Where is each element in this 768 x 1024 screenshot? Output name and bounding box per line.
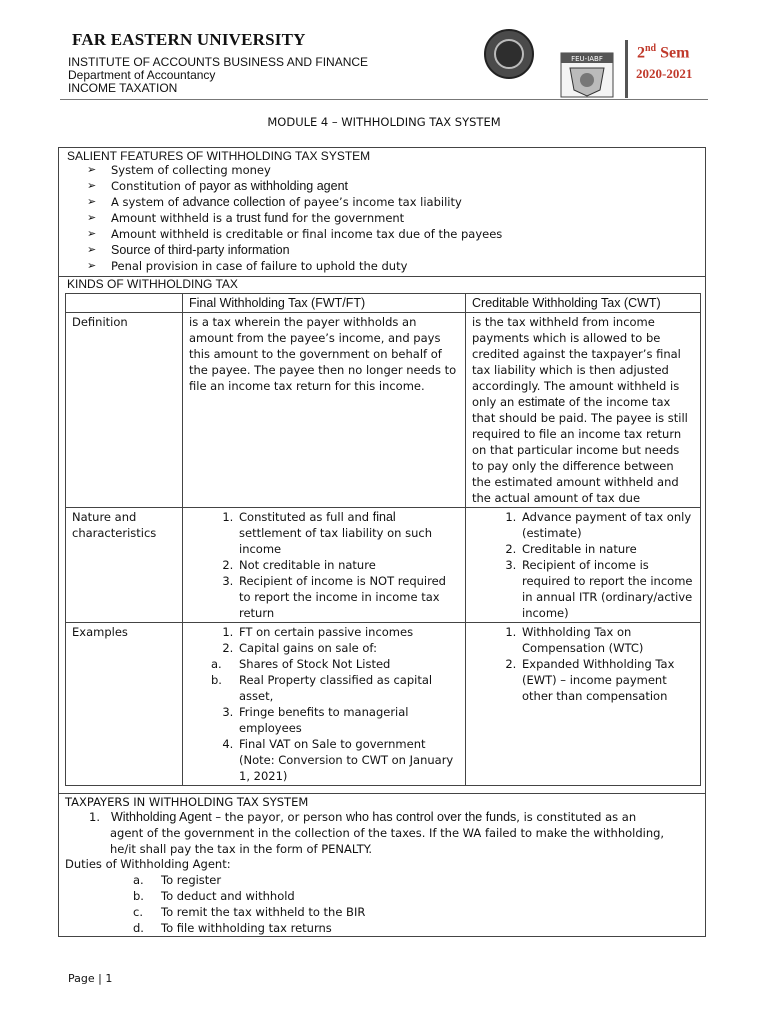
list-item: 1. Advance payment of tax only (estimate) [520, 509, 694, 541]
table-row-examples [66, 623, 701, 786]
taxpayers-section [58, 793, 706, 937]
list-item: 1. FT on certain passive incomes [237, 624, 459, 640]
list-item: ➢ Penal provision in case of failure to uphold the duty [87, 259, 408, 273]
university-name: FAR EASTERN UNIVERSITY [72, 30, 306, 49]
list-item: 2. Creditable in nature [520, 541, 694, 557]
list-item: b. To deduct and withhold [133, 889, 295, 903]
arrow-bullet-icon: ➢ [87, 195, 97, 208]
taxpayers-title: TAXPAYERS IN WITHHOLDING TAX SYSTEM [65, 795, 309, 809]
examples-fwt [183, 623, 466, 786]
list-item: a. To register [133, 873, 222, 887]
crest-label: FEU-IABF [571, 55, 603, 63]
list-item: 3. Recipient of income is NOT required to report the income in income tax return [237, 573, 459, 621]
list-item: 2. Expanded Withholding Tax (EWT) – income payment other than compensation [520, 656, 694, 704]
salient-features-title: SALIENT FEATURES OF WITHHOLDING TAX SYSTEM [67, 149, 371, 163]
arrow-bullet-icon: ➢ [87, 259, 97, 272]
list-item: a. Shares of Stock Not Listed [211, 657, 391, 671]
definition-fwt: is a tax wherein the payer withholds an amount from the payee’s income, and pays this amount to the government on behalf of the payee. The payee then no longer needs to file an income tax return for this income. [183, 313, 466, 508]
table-header-row [66, 294, 701, 313]
header-rule [60, 99, 708, 100]
list-item: 3. Fringe benefits to managerial employees [237, 704, 459, 736]
course-name: INCOME TAXATION [68, 81, 178, 95]
list-item: 2. Capital gains on sale of: [237, 640, 459, 656]
withholding-agent-line-2: agent of the government in the collection of the taxes. If the WA failed to make the withholding, [110, 826, 665, 840]
kinds-title: KINDS OF WITHHOLDING TAX [67, 277, 238, 291]
header-fwt: Final Withholding Tax (FWT/FT) [183, 294, 466, 313]
definition-cwt: is the tax withheld from income payments which is allowed to be credited against the taxpayer’s final tax liability which is then adjusted accordingly. The amount withheld is only an estimate of the income tax that should be paid. The payee is still required to file an income tax return on that particular income but needs to pay only the difference between the estimated amount withheld and the actual amount of tax due [466, 313, 701, 508]
duties-title: Duties of Withholding Agent: [65, 857, 231, 871]
kinds-table [65, 293, 701, 786]
withholding-agent-line: 1. Withholding Agent – the payor, or person who has control over the funds, is constituted as an [89, 810, 637, 824]
table-row-definition [66, 313, 701, 508]
arrow-bullet-icon: ➢ [87, 179, 97, 192]
list-item: b. Real Property classified as capital asset, [211, 673, 433, 703]
row-label-nature: Nature and characteristics [66, 508, 183, 623]
arrow-bullet-icon: ➢ [87, 243, 97, 256]
list-item: 1. Constituted as full and final settlement of tax liability on such income [237, 509, 459, 557]
page-number: Page | 1 [68, 972, 113, 985]
list-item: ➢ Constitution of payor as withholding agent [87, 179, 348, 193]
list-item: 2. Not creditable in nature [237, 557, 459, 573]
list-item: 1. Withholding Tax on Compensation (WTC) [520, 624, 694, 656]
department-name: Department of Accountancy [68, 68, 216, 82]
salient-features-list [87, 162, 502, 274]
arrow-bullet-icon: ➢ [87, 211, 97, 224]
row-label-definition: Definition [66, 313, 183, 508]
list-item: ➢ Source of third-party information [87, 243, 290, 257]
semester-label: 2nd Sem [637, 43, 690, 62]
duties-list [133, 872, 365, 936]
table-row-nature [66, 508, 701, 623]
header-cwt: Creditable Withholding Tax (CWT) [466, 294, 701, 313]
list-item: ➢ A system of advance collection of payee’s income tax liability [87, 195, 462, 209]
list-item: c. To remit the tax withheld to the BIR [133, 905, 366, 919]
feu-iabf-crest-logo [560, 52, 614, 98]
nature-cwt [466, 508, 701, 623]
list-item: ➢ System of collecting money [87, 163, 271, 177]
row-label-examples: Examples [66, 623, 183, 786]
list-item: ➢ Amount withheld is creditable or final income tax due of the payees [87, 227, 503, 241]
list-item: 3. Recipient of income is required to report the income in annual ITR (ordinary/active income) [520, 557, 694, 621]
list-item: d. To file withholding tax returns [133, 921, 332, 935]
examples-cwt [466, 623, 701, 786]
kinds-section [58, 276, 706, 794]
header-empty-cell [66, 294, 183, 313]
school-year: 2020-2021 [636, 66, 693, 81]
header-divider [625, 40, 628, 98]
module-title: MODULE 4 – WITHHOLDING TAX SYSTEM [267, 115, 501, 129]
nature-fwt [183, 508, 466, 623]
arrow-bullet-icon: ➢ [87, 227, 97, 240]
list-item: 4. Final VAT on Sale to government (Note: Conversion to CWT on January 1, 2021) [237, 736, 459, 784]
list-item: ➢ Amount withheld is a trust fund for the government [87, 211, 405, 225]
institute-name: INSTITUTE OF ACCOUNTS BUSINESS AND FINANCE [68, 55, 369, 69]
withholding-agent-line-3: he/it shall pay the tax in the form of PENALTY. [110, 842, 373, 856]
salient-features-section [58, 147, 706, 277]
university-seal-logo [484, 29, 534, 79]
arrow-bullet-icon: ➢ [87, 163, 97, 176]
